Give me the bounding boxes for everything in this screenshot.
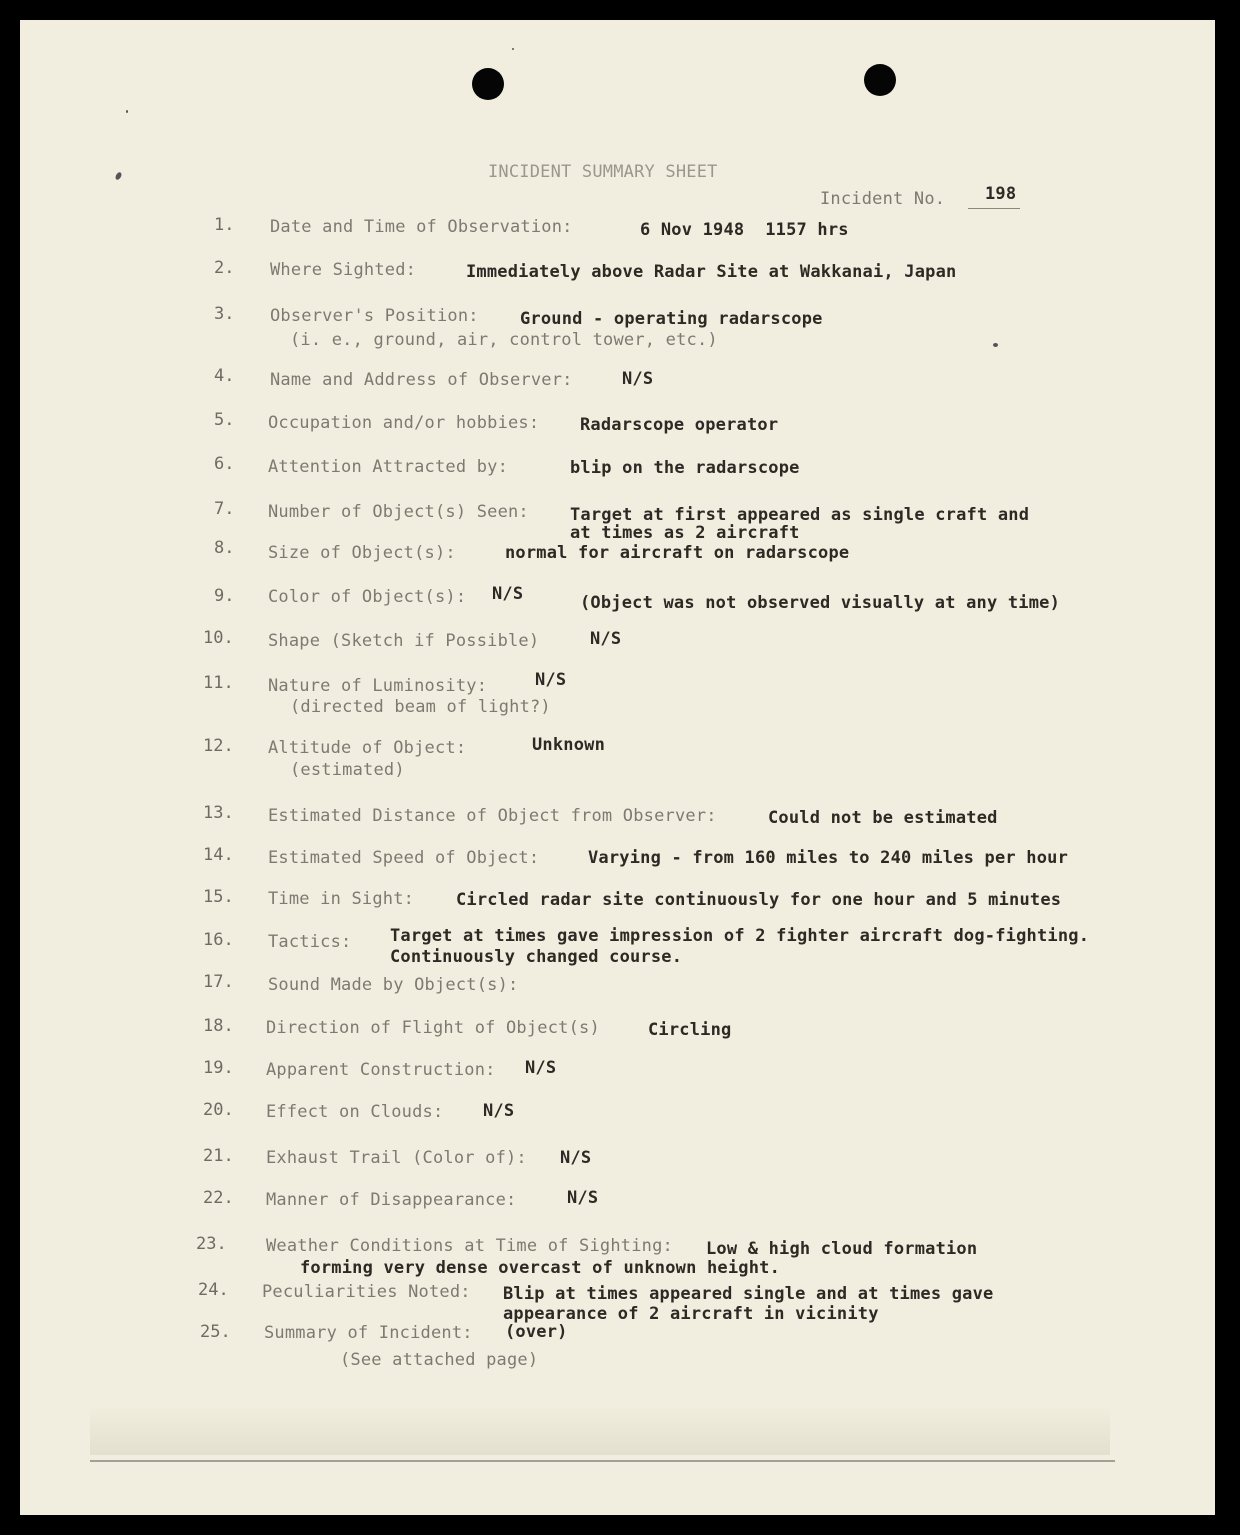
item-15-number: 15. (203, 887, 234, 907)
item-5-value: Radarscope operator (580, 415, 779, 435)
item-7-number: 7. (214, 499, 235, 519)
item-8-label: Size of Object(s): (268, 543, 456, 563)
item-15-label: Time in Sight: (268, 889, 415, 909)
item-6-number: 6. (214, 454, 235, 474)
item-19-value: N/S (525, 1058, 557, 1078)
item-15-value: Circled radar site continuously for one hour and 5 minutes (456, 890, 1062, 910)
item-18-number: 18. (203, 1016, 234, 1036)
item-17-label: Sound Made by Object(s): (268, 975, 519, 995)
item-1-value: 6 Nov 1948 1157 hrs (640, 220, 849, 240)
item-11-label-note: (directed beam of light?) (290, 697, 551, 717)
item-13-number: 13. (203, 803, 234, 823)
item-3-number: 3. (214, 304, 235, 324)
item-1-number: 1. (214, 215, 235, 235)
item-21-value: N/S (560, 1148, 592, 1168)
item-16-value: Target at times gave impression of 2 fighter aircraft dog-fighting. (390, 926, 1090, 946)
item-4-number: 4. (214, 366, 235, 386)
item-5-label: Occupation and/or hobbies: (268, 413, 540, 433)
item-12-value: Unknown (532, 735, 606, 755)
item-9-number: 9. (214, 586, 235, 606)
item-2-number: 2. (214, 258, 235, 278)
item-25-label: Summary of Incident: (264, 1323, 473, 1343)
item-5-number: 5. (214, 410, 235, 430)
item-7-value-line-2: at times as 2 aircraft (570, 523, 800, 543)
item-24-label: Peculiarities Noted: (262, 1282, 471, 1302)
item-23-label: Weather Conditions at Time of Sighting: (266, 1236, 673, 1256)
item-11-label: Nature of Luminosity: (268, 676, 488, 696)
item-10-label: Shape (Sketch if Possible) (268, 631, 540, 651)
item-22-label: Manner of Disappearance: (266, 1190, 517, 1210)
item-13-value: Could not be estimated (768, 808, 998, 828)
item-9-value: N/S (492, 584, 524, 604)
form-title: INCIDENT SUMMARY SHEET (488, 162, 718, 182)
item-22-value: N/S (567, 1188, 599, 1208)
item-14-value: Varying - from 160 miles to 240 miles per hour (588, 848, 1069, 868)
item-12-label-note: (estimated) (290, 760, 405, 780)
bottom-rule (90, 1460, 1115, 1462)
item-20-value: N/S (483, 1101, 515, 1121)
item-16-number: 16. (203, 930, 234, 950)
item-1-label: Date and Time of Observation: (270, 217, 573, 237)
item-6-value: blip on the radarscope (570, 458, 800, 478)
item-3-label: Observer's Position: (270, 306, 479, 326)
item-18-value: Circling (648, 1020, 732, 1040)
punch-hole-left (472, 68, 504, 100)
item-20-number: 20. (203, 1100, 234, 1120)
item-10-value: N/S (590, 629, 622, 649)
item-18-label: Direction of Flight of Object(s) (266, 1018, 600, 1038)
item-25-value: (over) (505, 1322, 568, 1342)
item-12-label: Altitude of Object: (268, 738, 467, 758)
item-24-value-line-2: appearance of 2 aircraft in vicinity (503, 1304, 879, 1324)
item-23-value-line-2: forming very dense overcast of unknown height. (300, 1258, 781, 1278)
item-22-number: 22. (203, 1188, 234, 1208)
ink-speck (512, 48, 514, 50)
item-2-label: Where Sighted: (270, 260, 417, 280)
item-4-value: N/S (622, 369, 654, 389)
item-14-label: Estimated Speed of Object: (268, 848, 540, 868)
item-19-number: 19. (203, 1058, 234, 1078)
paper-smudge (90, 1405, 1110, 1455)
item-3-label-note: (i. e., ground, air, control tower, etc.) (290, 330, 718, 350)
item-3-value: Ground - operating radarscope (520, 309, 823, 329)
item-7-value: Target at first appeared as single craft and (570, 505, 1030, 525)
item-25-number: 25. (200, 1322, 231, 1342)
item-11-value: N/S (535, 670, 567, 690)
item-10-number: 10. (203, 628, 234, 648)
item-8-number: 8. (214, 538, 235, 558)
item-9-label: Color of Object(s): (268, 587, 467, 607)
ink-speck (126, 110, 128, 113)
item-8-value: normal for aircraft on radarscope (505, 543, 850, 563)
item-21-label: Exhaust Trail (Color of): (266, 1148, 527, 1168)
item-13-label: Estimated Distance of Object from Observer: (268, 806, 717, 826)
item-17-number: 17. (203, 972, 234, 992)
item-14-number: 14. (203, 845, 234, 865)
item-7-label: Number of Object(s) Seen: (268, 502, 529, 522)
item-21-number: 21. (203, 1146, 234, 1166)
item-4-label: Name and Address of Observer: (270, 370, 573, 390)
item-24-value: Blip at times appeared single and at times gave (503, 1284, 994, 1304)
item-20-label: Effect on Clouds: (266, 1102, 444, 1122)
item-24-number: 24. (198, 1280, 229, 1300)
item-25-label-note: (See attached page) (340, 1350, 539, 1370)
item-16-label: Tactics: (268, 932, 352, 952)
ink-speck (993, 343, 998, 347)
incident-number: 198 (985, 184, 1017, 204)
item-6-label: Attention Attracted by: (268, 457, 509, 477)
item-16-value-line-2: Continuously changed course. (390, 947, 683, 967)
item-23-value: Low & high cloud formation (706, 1239, 978, 1259)
item-11-number: 11. (203, 673, 234, 693)
incident-number-label: Incident No. (820, 189, 946, 209)
punch-hole-right (864, 64, 896, 96)
item-23-number: 23. (196, 1234, 227, 1254)
item-9-note: (Object was not observed visually at any time) (580, 593, 1061, 613)
incident-number-line (968, 208, 1020, 209)
item-12-number: 12. (203, 736, 234, 756)
item-2-value: Immediately above Radar Site at Wakkanai, Japan (466, 262, 957, 282)
item-19-label: Apparent Construction: (266, 1060, 496, 1080)
